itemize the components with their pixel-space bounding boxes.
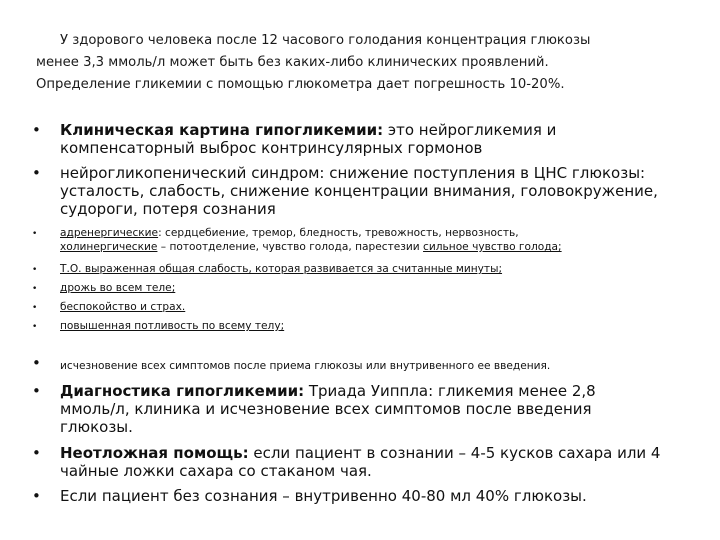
list-item-tremor bbox=[32, 281, 700, 295]
emergency-text: если пациент в сознании – 4-5 кусков сахара или 4 bbox=[248, 444, 661, 462]
clinical-text: это нейрогликемия и bbox=[383, 121, 557, 139]
list-item-clinical-picture bbox=[32, 121, 700, 157]
bullet-icon: • bbox=[32, 322, 38, 332]
bullet-icon: • bbox=[32, 229, 38, 239]
adrenergic-text: : сердцебиение, тремор, бледность, тревожность, нервозность, bbox=[158, 227, 519, 239]
list-item-neuroglycopenic bbox=[32, 164, 700, 218]
intro-line-2: менее 3,3 ммоль/л может быть без каких-либо клинических проявлений. bbox=[36, 55, 549, 70]
bullet-icon: • bbox=[32, 444, 41, 462]
bullet-icon: • bbox=[32, 265, 38, 275]
intro-line-3: Определение гликемии с помощью глюкометра дает погрешность 10-20%. bbox=[36, 77, 565, 92]
emergency-heading: Неотложная помощь: bbox=[60, 444, 249, 462]
list-item-adrenergic bbox=[32, 226, 700, 254]
adrenergic-term: адренергические bbox=[60, 227, 159, 239]
anxiety-text: беспокойство и страх. bbox=[60, 301, 186, 313]
bullet-icon: • bbox=[32, 121, 41, 139]
diagnostics-line-3: глюкозы. bbox=[60, 418, 133, 436]
diagnostics-line-2: ммоль/л, клиника и исчезновение всех симптомов после введения bbox=[60, 400, 592, 418]
list-item-disappearance bbox=[32, 354, 700, 373]
bullet-icon: • bbox=[32, 487, 41, 505]
list-item-diagnostics bbox=[32, 382, 700, 436]
unconscious-text: Если пациент без сознания – внутривенно 40-80 мл 40% глюкозы. bbox=[60, 487, 587, 505]
disappearance-text: исчезновение всех симптомов после приема глюкозы или внутривенного ее введения. bbox=[60, 360, 551, 372]
list-item-emergency bbox=[32, 444, 700, 480]
sweating-text: повышенная потливость по всему телу; bbox=[60, 320, 285, 332]
emergency-line-2: чайные ложки сахара со стаканом чая. bbox=[60, 462, 372, 480]
weakness-text: Т.О. выраженная общая слабость, которая развивается за считанные минуты; bbox=[60, 263, 503, 275]
cholinergic-text: – потоотделение, чувство голода, парестезии bbox=[157, 241, 424, 253]
bullet-icon: • bbox=[32, 354, 41, 372]
list-item-anxiety bbox=[32, 300, 700, 314]
neuro-line-1: нейрогликопенический синдром: снижение поступления в ЦНС глюкозы: bbox=[60, 164, 646, 182]
list-item-sweating bbox=[32, 319, 700, 333]
neuro-line-2: усталость, слабость, снижение концентрации внимания, головокружение, bbox=[60, 182, 658, 200]
diagnostics-heading: Диагностика гипогликемии: bbox=[60, 382, 305, 400]
list-item-unconscious bbox=[32, 487, 700, 505]
tremor-text: дрожь во всем теле; bbox=[60, 282, 176, 294]
clinical-line-2: компенсаторный выброс контринсулярных гормонов bbox=[60, 139, 483, 157]
cholinergic-term: холинергические bbox=[60, 241, 158, 253]
intro-line-1: У здорового человека после 12 часового голодания концентрация глюкозы bbox=[60, 33, 591, 48]
hunger-term: сильное чувство голода; bbox=[423, 241, 562, 253]
bullet-icon: • bbox=[32, 284, 38, 294]
bullet-icon: • bbox=[32, 382, 41, 400]
neuro-line-3: судороги, потеря сознания bbox=[60, 200, 276, 218]
list-item-weakness bbox=[32, 262, 700, 276]
bullet-icon: • bbox=[32, 303, 38, 313]
bullet-icon: • bbox=[32, 164, 41, 182]
diagnostics-text: Триада Уиппла: гликемия менее 2,8 bbox=[304, 382, 596, 400]
clinical-heading: Клиническая картина гипогликемии: bbox=[60, 121, 384, 139]
